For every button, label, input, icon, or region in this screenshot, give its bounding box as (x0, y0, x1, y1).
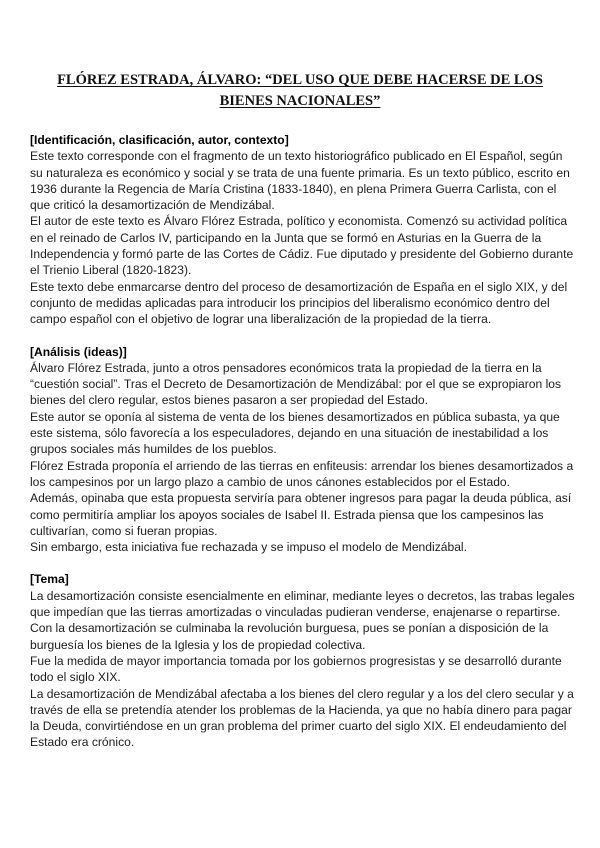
paragraph: El autor de este texto es Álvaro Flórez Estrada, político y economista. Comenzó su actividad política en el reinado de Carlos IV, participando en la Junta que se formó en Asturias en la Guerra de la Independencia y formó parte de las Cortes de Cádiz. Fue diputado y presidente del Gobierno durante el Trienio Liberal (1820-1823). (30, 214, 574, 278)
paragraph: Además, opinaba que esta propuesta serviría para obtener ingresos para pagar la deuda pública, así como permitiría ampliar los apoyos sociales de Isabel II. Estrada piensa que los campesinos las cultivarían, como si fueran propias. (30, 491, 572, 538)
paragraph: Este autor se oponía al sistema de venta de los bienes desamortizados en pública subasta, ya que este sistema, sólo favorecía a los especuladores, dejando en una situación de inestabilidad a los grupos sociales más humildes de los pueblos. (30, 409, 560, 457)
section-tema (30, 571, 575, 750)
paragraph: Álvaro Flórez Estrada, junto a otros pensadores económicos trata la propiedad de la tierra en la “cuestión social”. Tras el Decreto de Desamortización de Mendizábal: por el que se expropiaron los bienes del clero regular, estos bienes pasaron a ser propiedad del Estado. (30, 360, 562, 408)
paragraph: La desamortización consiste esencialmente en eliminar, mediante leyes o decretos, las trabas legales que impedían que las tierras amortizadas o vinculadas pudieran venderse, enajenarse o repartirse. Con la desamortización se culminaba la revolución burguesa, pues se ponían a disposición de la burguesía los bienes de la Iglesia y los de propiedad colectiva. (30, 588, 575, 652)
spacer (30, 328, 575, 344)
paragraph: Fue la medida de mayor importancia tomada por los gobiernos progresistas y se desarrolló durante todo el siglo XIX. (30, 653, 562, 685)
section-heading: [Análisis (ideas)] (30, 344, 127, 359)
paragraph: Este texto debe enmarcarse dentro del proceso de desamortización de España en el siglo XIX, y del conjunto de medidas aplicadas para introducir los principios del liberalismo económico dentro del campo español con el objetivo de lograr una liberalización de la propiedad de la tierra. (30, 279, 568, 327)
paragraph: Este texto corresponde con el fragmento de un texto historiográfico publicado en El Español, según su naturaleza es económico y social y se trata de una fuente primaria. Es un texto público, escrito en 1936 durante la Regencia de María Cristina (1833-1840), en plena Primera Guerra Carlista, con el que criticó la desamortización de Mendizábal. (30, 149, 570, 213)
section-identificacion (30, 132, 575, 328)
section-analisis (30, 344, 575, 556)
document-title: FLÓREZ ESTRADA, ÁLVARO: “DEL USO QUE DEBE HACERSE DE LOS BIENES NACIONALES” (57, 72, 543, 109)
document-body (30, 132, 575, 751)
paragraph: Sin embargo, esta iniciativa fue rechazada y se impuso el modelo de Mendizábal. (30, 540, 467, 555)
section-heading: [Identificación, clasificación, autor, contexto] (30, 133, 289, 147)
paragraph: Flórez Estrada proponía el arriendo de las tierras en enfiteusis: arrendar los bienes desamortizados a los campesinos por un largo plazo a cambio de unos cánones establecidos por el Estado. (30, 458, 574, 489)
paragraph: La desamortización de Mendizábal afectaba a los bienes del clero regular y a los del clero secular y a través de ella se pretendía atender los problemas de la Hacienda, ya que no había dinero para pagar la Deuda, convirtiéndose en un gran problema del primer cuarto del siglo XIX. El endeudamiento del Estado era crónico. (30, 686, 574, 750)
spacer (30, 555, 575, 571)
section-heading: [Tema] (30, 572, 69, 587)
